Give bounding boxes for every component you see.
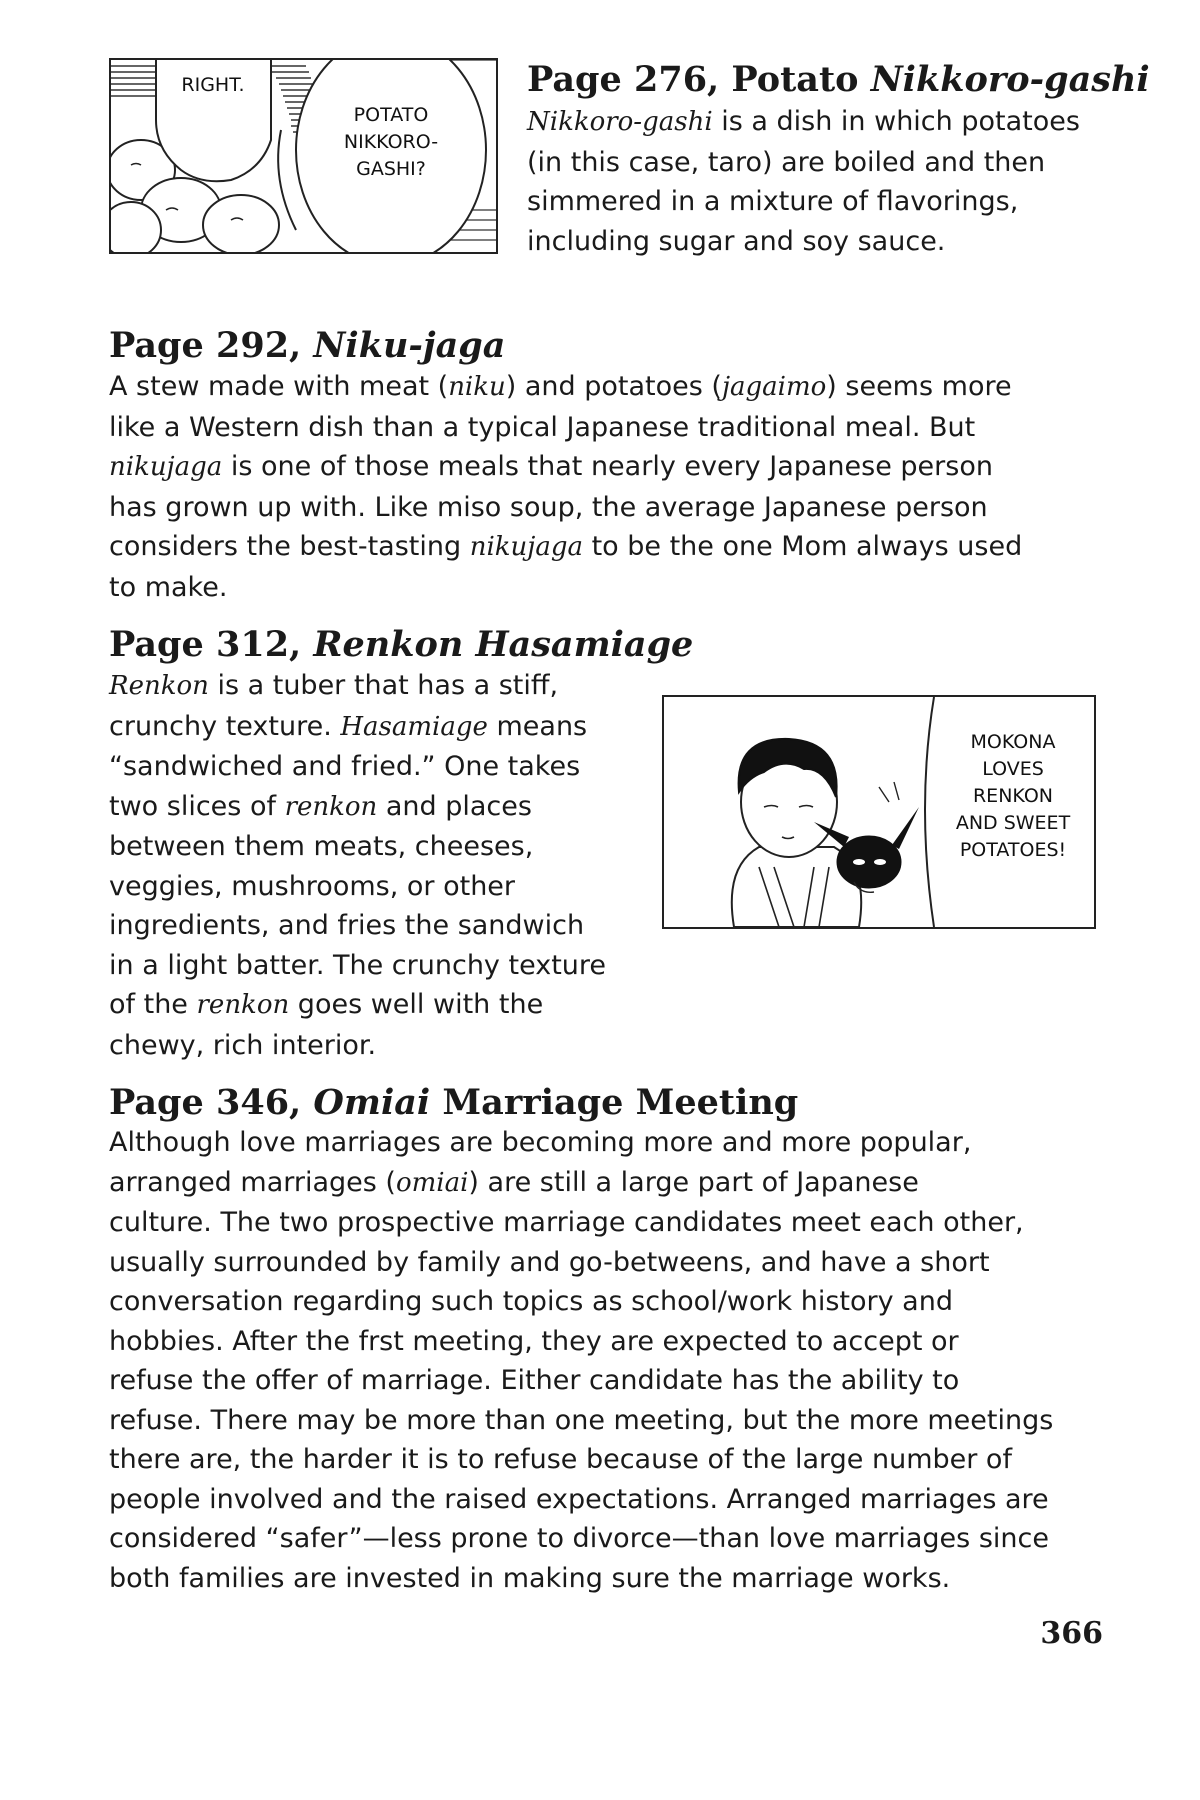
- entry-body: [527, 102, 1150, 261]
- entry-potato-nikkoro-gashi: [527, 60, 1150, 261]
- text-line: [109, 527, 1022, 568]
- text-line: [109, 1559, 1053, 1599]
- text-run: there are, the harder it is to refuse because of the large number of: [109, 1444, 1012, 1475]
- italic-term: Renkon: [109, 671, 209, 701]
- page-number: 366: [1040, 1616, 1103, 1651]
- text-run: to be the one Mom always used: [582, 531, 1023, 562]
- heading-prefix: Page 346,: [109, 1082, 314, 1123]
- text-run: A stew made with meat (: [109, 371, 449, 402]
- text-run: in a light batter. The crunchy texture: [109, 949, 607, 981]
- text-line: [527, 222, 1150, 262]
- text-run: like a Western dish than a typical Japanese traditional meal. But: [109, 411, 976, 443]
- text-line: [527, 182, 1150, 222]
- text-line: [109, 488, 1022, 528]
- text-line: [527, 143, 1150, 183]
- text-run: between them meats, cheeses,: [109, 831, 534, 862]
- entry-heading: [527, 60, 1150, 100]
- heading-prefix: Page 276, Potato: [527, 59, 871, 100]
- entry-niku-jaga: [109, 326, 1022, 607]
- entry-heading: [109, 326, 1022, 366]
- text-line: [109, 827, 693, 867]
- text-run: arranged marriages (: [109, 1166, 396, 1198]
- text-run: ) and potatoes (: [505, 371, 722, 402]
- text-run: is one of those meals that nearly every Japanese person: [222, 451, 993, 482]
- italic-term: jagaimo: [721, 372, 827, 402]
- text-line: [109, 447, 1022, 488]
- heading-emphasis: Niku-jaga: [313, 325, 506, 366]
- text-line: [109, 1243, 1053, 1283]
- text-line: [109, 1282, 1053, 1322]
- text-line: [109, 666, 693, 707]
- heading-prefix: Page 292,: [109, 325, 314, 366]
- text-run: including sugar and soy sauce.: [527, 225, 946, 257]
- entry-body: [109, 367, 1022, 607]
- text-run: both families are invested in making sure the marriage works.: [109, 1562, 951, 1594]
- italic-term: omiai: [395, 1167, 469, 1198]
- text-line: [109, 1440, 1053, 1480]
- entry-renkon-hasamiage: [109, 625, 693, 1065]
- text-run: of the: [109, 989, 197, 1020]
- text-line: [109, 1163, 1053, 1204]
- text-run: ingredients, and fries the sandwich: [109, 910, 585, 941]
- italic-term: renkon: [196, 990, 290, 1020]
- text-run: is a tuber that has a stiff,: [208, 670, 559, 701]
- text-run: usually surrounded by family and go-betweens, and have a short: [109, 1246, 990, 1278]
- text-run: veggies, mushrooms, or other: [109, 870, 516, 902]
- text-run: hobbies. After the frst meeting, they are expected to accept or: [109, 1325, 959, 1357]
- entry-body: [109, 666, 693, 1065]
- text-line: [109, 1519, 1053, 1559]
- manga-panel-mokona: [662, 695, 1096, 929]
- text-line: [109, 367, 1022, 408]
- text-line: [109, 1203, 1053, 1243]
- heading-suffix: Marriage Meeting: [430, 1082, 799, 1123]
- text-run: chewy, rich interior.: [109, 1029, 377, 1061]
- text-run: has grown up with. Like miso soup, the average Japanese person: [109, 491, 988, 523]
- text-run: refuse. There may be more than one meeting, but the more meetings: [109, 1404, 1054, 1436]
- speech-bubble-mokona-text: MOKONA LOVES RENKON AND SWEET POTATOES!: [955, 731, 1071, 861]
- heading-emphasis: Omiai: [313, 1082, 431, 1123]
- speech-bubble-question-text: POTATO NIKKORO- GASHI?: [343, 104, 439, 180]
- text-line: [109, 946, 693, 986]
- manga-panel-potato: [109, 58, 498, 254]
- text-run: culture. The two prospective marriage candidates meet each other,: [109, 1207, 1024, 1238]
- heading-emphasis: Renkon Hasamiage: [313, 624, 694, 665]
- text-run: considers the best-tasting: [109, 531, 470, 562]
- text-line: [109, 1123, 1053, 1163]
- italic-term: Nikkoro-gashi: [527, 107, 713, 137]
- text-run: refuse the offer of marriage. Either candidate has the ability to: [109, 1365, 960, 1396]
- text-line: [109, 1361, 1053, 1401]
- italic-term: niku: [448, 372, 506, 402]
- text-run: ) seems more: [826, 371, 1012, 402]
- italic-term: nikujaga: [109, 452, 223, 482]
- entry-omiai-marriage-meeting: [109, 1083, 1053, 1598]
- text-line: [109, 1401, 1053, 1441]
- text-run: ) are still a large part of Japanese: [468, 1166, 919, 1198]
- text-line: [109, 787, 693, 828]
- entry-body: [109, 1123, 1053, 1598]
- text-line: [109, 1322, 1053, 1362]
- text-run: simmered in a mixture of flavorings,: [527, 186, 1019, 217]
- text-run: to make.: [109, 571, 228, 603]
- text-run: “sandwiched and fried.” One takes: [109, 751, 581, 782]
- text-run: considered “safer”—less prone to divorce—than love marriages since: [109, 1523, 1049, 1554]
- speech-bubble-right-text: RIGHT.: [181, 74, 245, 96]
- text-line: [109, 867, 693, 907]
- text-line: [109, 1480, 1053, 1520]
- entry-heading: [109, 625, 693, 665]
- text-run: is a dish in which potatoes: [712, 106, 1080, 137]
- entry-heading: [109, 1083, 1053, 1123]
- text-line: [109, 568, 1022, 608]
- text-run: means: [487, 710, 588, 742]
- text-run: and places: [377, 790, 532, 822]
- italic-term: Hasamiage: [340, 711, 488, 742]
- text-line: [109, 747, 693, 787]
- heading-emphasis: Nikkoro-gashi: [870, 59, 1150, 100]
- text-line: [109, 906, 693, 946]
- text-line: [109, 707, 693, 748]
- text-run: Although love marriages are becoming more and more popular,: [109, 1127, 972, 1158]
- text-run: conversation regarding such topics as school/work history and: [109, 1286, 953, 1317]
- heading-prefix: Page 312,: [109, 624, 314, 665]
- text-run: goes well with the: [289, 989, 544, 1020]
- text-run: (in this case, taro) are boiled and then: [527, 146, 1046, 178]
- text-line: [527, 102, 1150, 143]
- text-line: [109, 985, 693, 1026]
- italic-term: nikujaga: [469, 532, 583, 562]
- text-line: [109, 1026, 693, 1066]
- text-run: crunchy texture.: [109, 710, 341, 742]
- text-line: [109, 408, 1022, 448]
- text-run: people involved and the raised expectations. Arranged marriages are: [109, 1483, 1049, 1515]
- text-run: two slices of: [109, 790, 285, 822]
- italic-term: renkon: [284, 791, 378, 822]
